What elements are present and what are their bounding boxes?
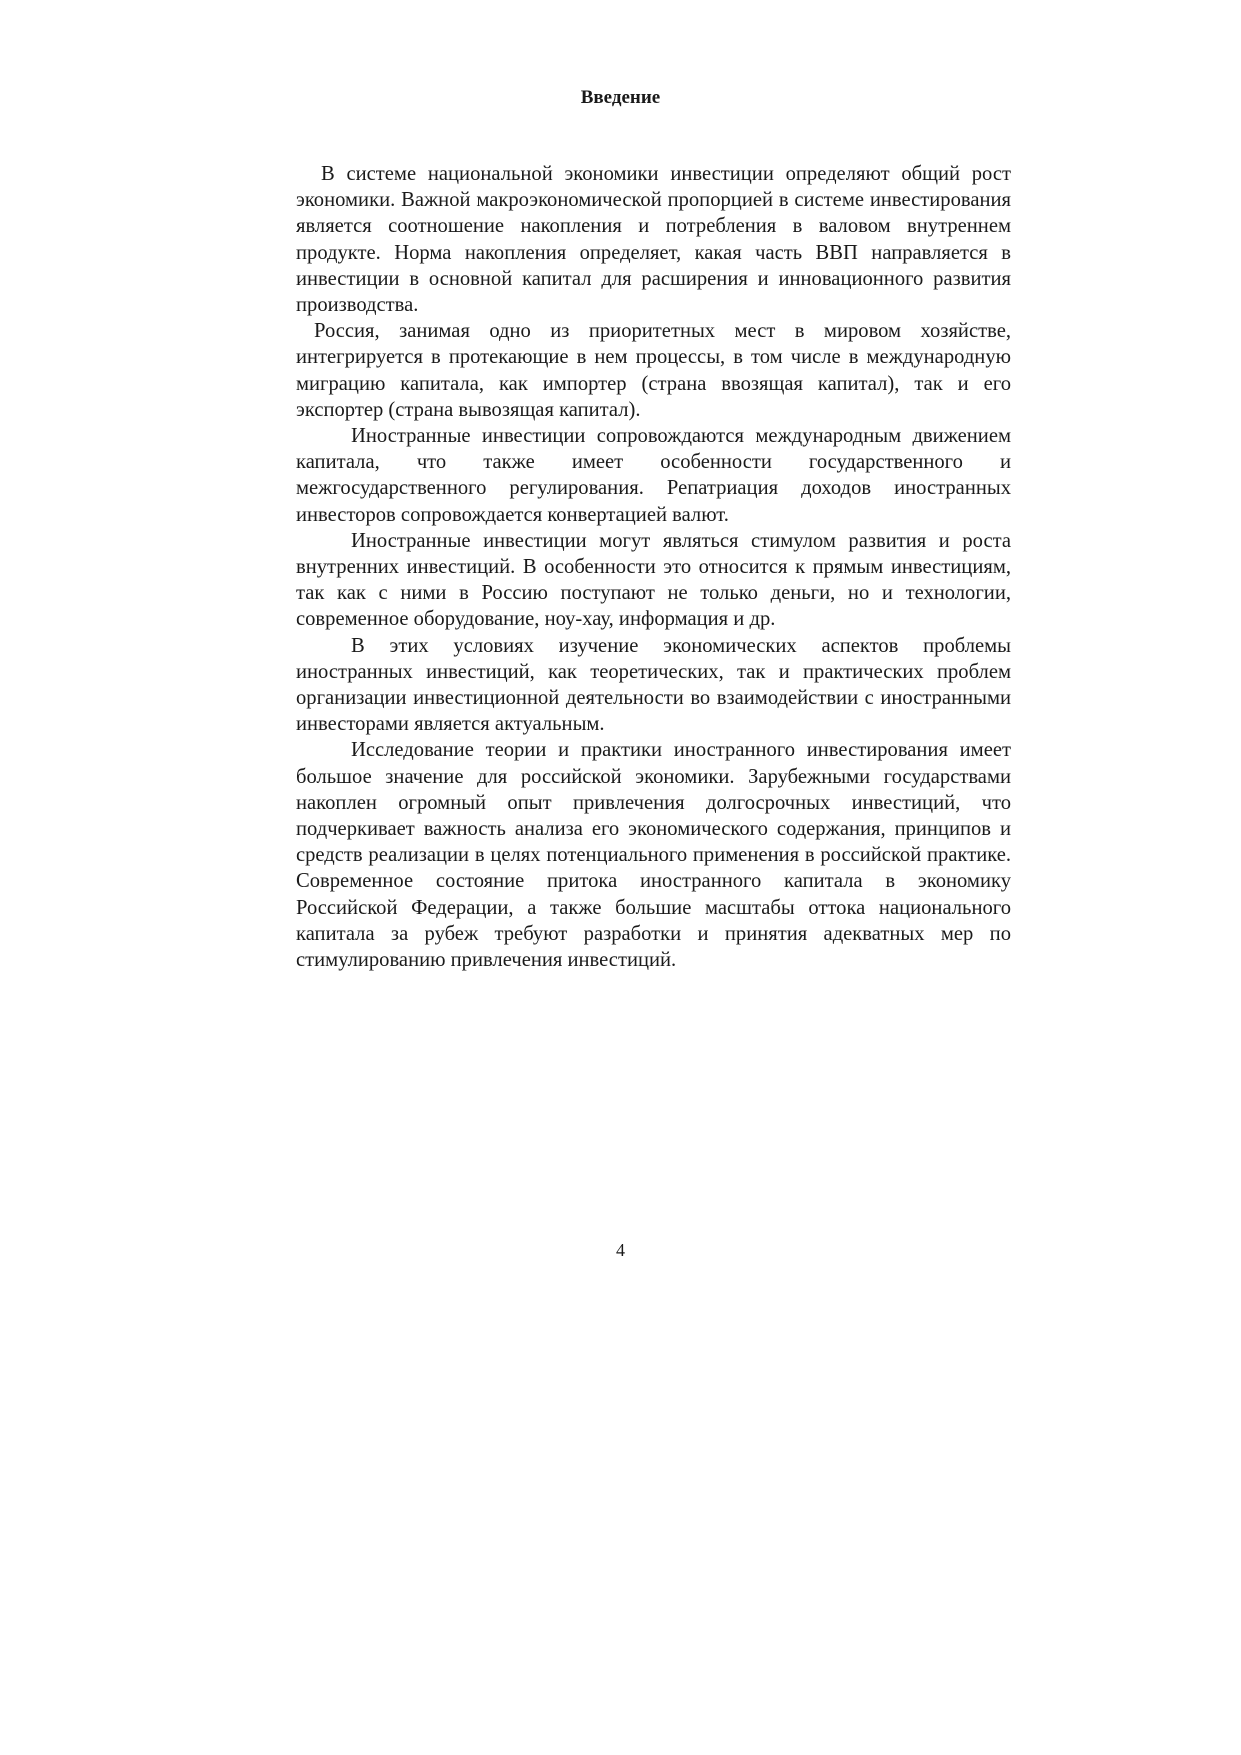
paragraph-5: В этих условиях изучение экономических аспектов проблемы иностранных инвестиций, как теоретических, так и практических проблем организации инвестиционной деятельности во взаимодействии с иностранными инвесторами является актуальным. (296, 634, 1011, 736)
paragraph-4: Иностранные инвестиции могут являться стимулом развития и роста внутренних инвестиций. В особенности это относится к прямым инвестициям, так как с ними в Россию поступают не только деньги, но и технологии, современное оборудование, ноу-хау, информация и др. (296, 529, 1011, 631)
paragraph-6: Исследование теории и практики иностранного инвестирования имеет большое значение для российской экономики. Зарубежными государствами накоплен огромный опыт привлечения долгосрочных инвестиций, что подчеркивает важность анализа его экономического содержания, принципов и средств реализации в целях потенциального применения в российской практике. Современное состояние притока иностранного капитала в экономику Российской Федерации, а также большие масштабы оттока национального капитала за рубеж требуют разработки и принятия адекватных мер по стимулированию привлечения инвестиций. (296, 739, 1011, 972)
paragraph-2: Россия, занимая одно из приоритетных мест в мировом хозяйстве, интегрируется в протекающие в нем процессы, в том числе в международную миграцию капитала, как импортер (страна ввозящая капитал), так и его экспортер (страна вывозящая капитал). (296, 320, 1011, 421)
paragraph-3: Иностранные инвестиции сопровождаются международным движением капитала, что также имеет особенности государственного и межгосударственного регулирования. Репатриация доходов иностранных инвесторов сопровождается конвертацией валют. (296, 425, 1011, 526)
paragraph-1: В системе национальной экономики инвестиции определяют общий рост экономики. Важной макроэкономической пропорцией в системе инвестирования является соотношение накопления и потребления в валовом внутреннем продукте. Норма накопления определяет, какая часть ВВП направляется в инвестиции в основной капитал для расширения и инновационного развития производства. (296, 163, 1011, 317)
page-title: Введение (580, 87, 661, 108)
page-number: 4 (616, 1240, 625, 1260)
body-text (296, 161, 1011, 973)
